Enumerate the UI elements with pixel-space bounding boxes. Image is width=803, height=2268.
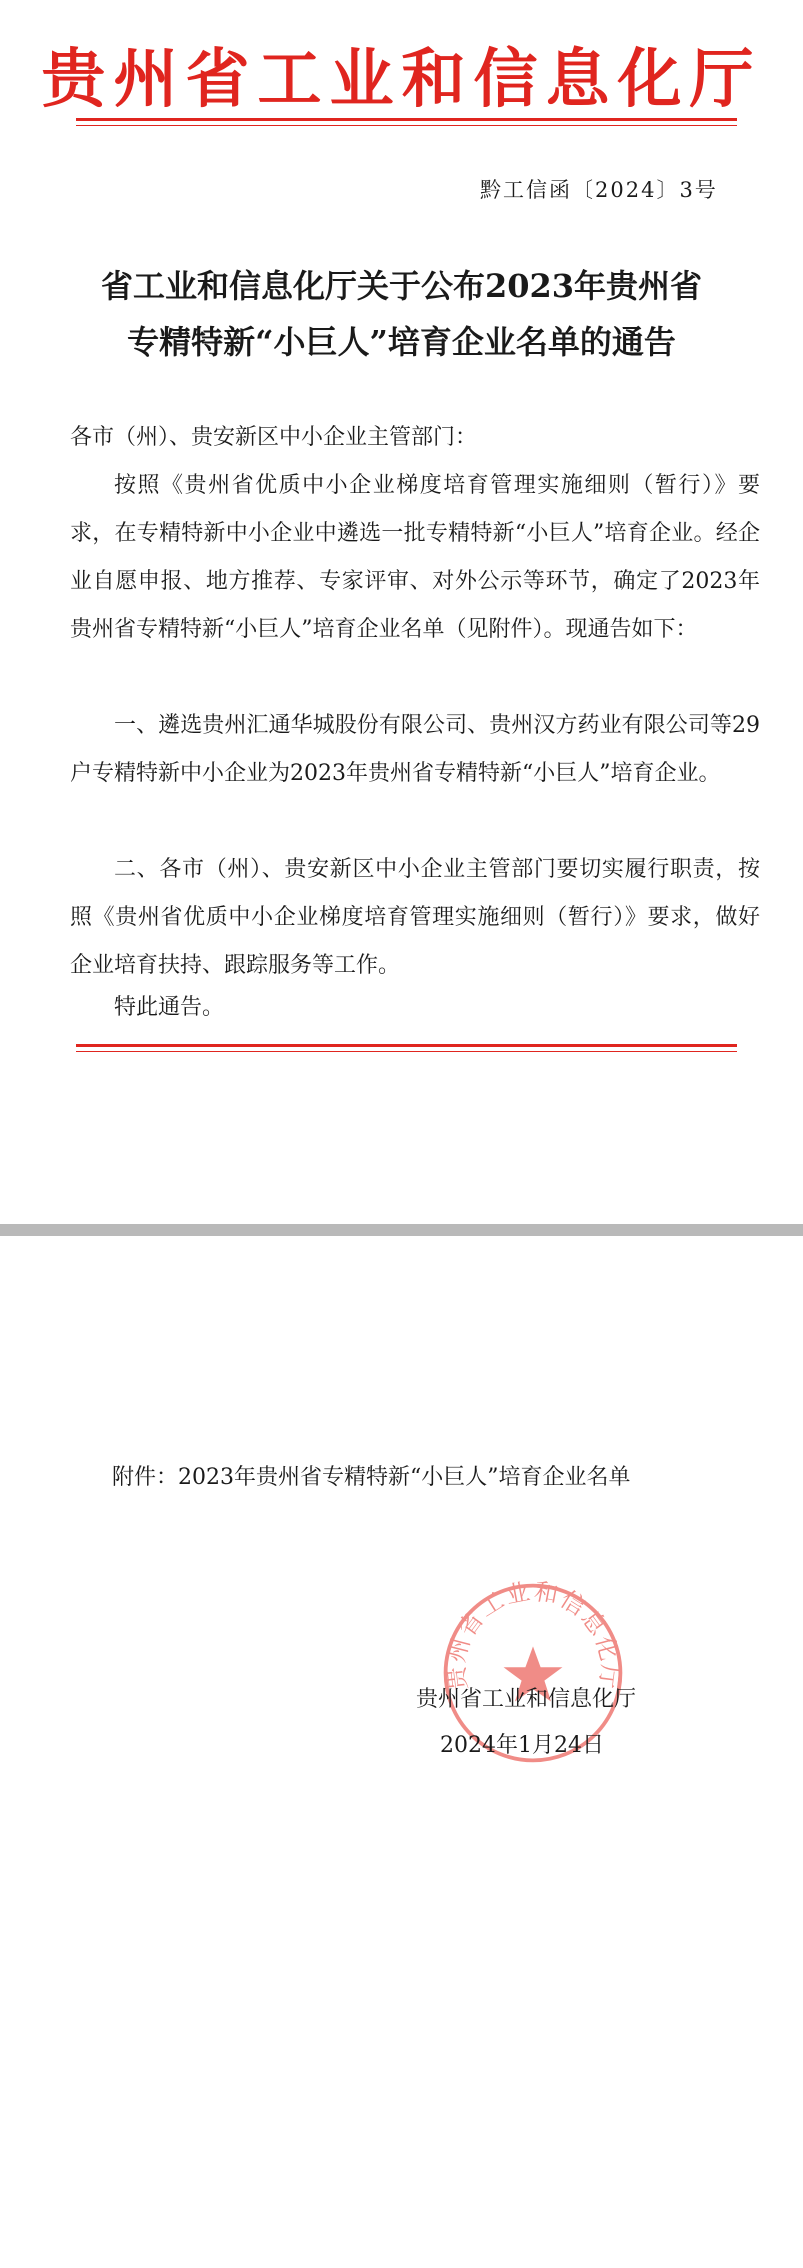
footer-red-rule-thin xyxy=(76,1051,737,1052)
attachment-note: 附件：2023年贵州省专精特新“小巨人”培育企业名单 xyxy=(112,1465,631,1490)
issuing-authority-header: 贵州省工业和信息化厅 xyxy=(41,43,762,117)
issue-date: 2024年1月24日 xyxy=(440,1733,604,1758)
page-two xyxy=(0,1236,803,2268)
header-red-rule-thin xyxy=(76,125,737,126)
signing-authority: 贵州省工业和信息化厅 xyxy=(416,1687,637,1712)
header-red-rule xyxy=(76,118,737,121)
document-title-line-1: 省工业和信息化厅关于公布2023年贵州省 xyxy=(100,267,703,305)
document-title-line-2: 专精特新“小巨人”培育企业名单的通告 xyxy=(127,323,676,361)
closing-line: 特此通告。 xyxy=(114,995,225,1020)
document-title xyxy=(0,258,803,370)
body-paragraph-3: 二、各市（州）、贵安新区中小企业主管部门要切实履行职责，按照《贵州省优质中小企业梯度培育管理实施细则（暂行）》要求，做好企业培育扶持、跟踪服务等工作。 xyxy=(70,857,760,978)
body-paragraph-1: 按照《贵州省优质中小企业梯度培育管理实施细则（暂行）》要求，在专精特新中小企业中遴选一批专精特新“小巨人”培育企业。经企业自愿申报、地方推荐、专家评审、对外公示等环节，确定了2023年贵州省专精特新“小巨人”培育企业名单（见附件）。现通告如下： xyxy=(70,473,760,642)
seal-text: 贵州省工业和信息化厅 xyxy=(441,1578,625,1693)
salutation: 各市（州）、贵安新区中小企业主管部门： xyxy=(70,425,478,450)
footer-red-rule xyxy=(76,1044,737,1047)
document-number: 黔工信函〔2024〕3号 xyxy=(480,178,718,202)
page-separator xyxy=(0,1224,803,1236)
body-paragraph-2: 一、遴选贵州汇通华城股份有限公司、贵州汉方药业有限公司等29户专精特新中小企业为2023年贵州省专精特新“小巨人”培育企业。 xyxy=(70,713,760,786)
